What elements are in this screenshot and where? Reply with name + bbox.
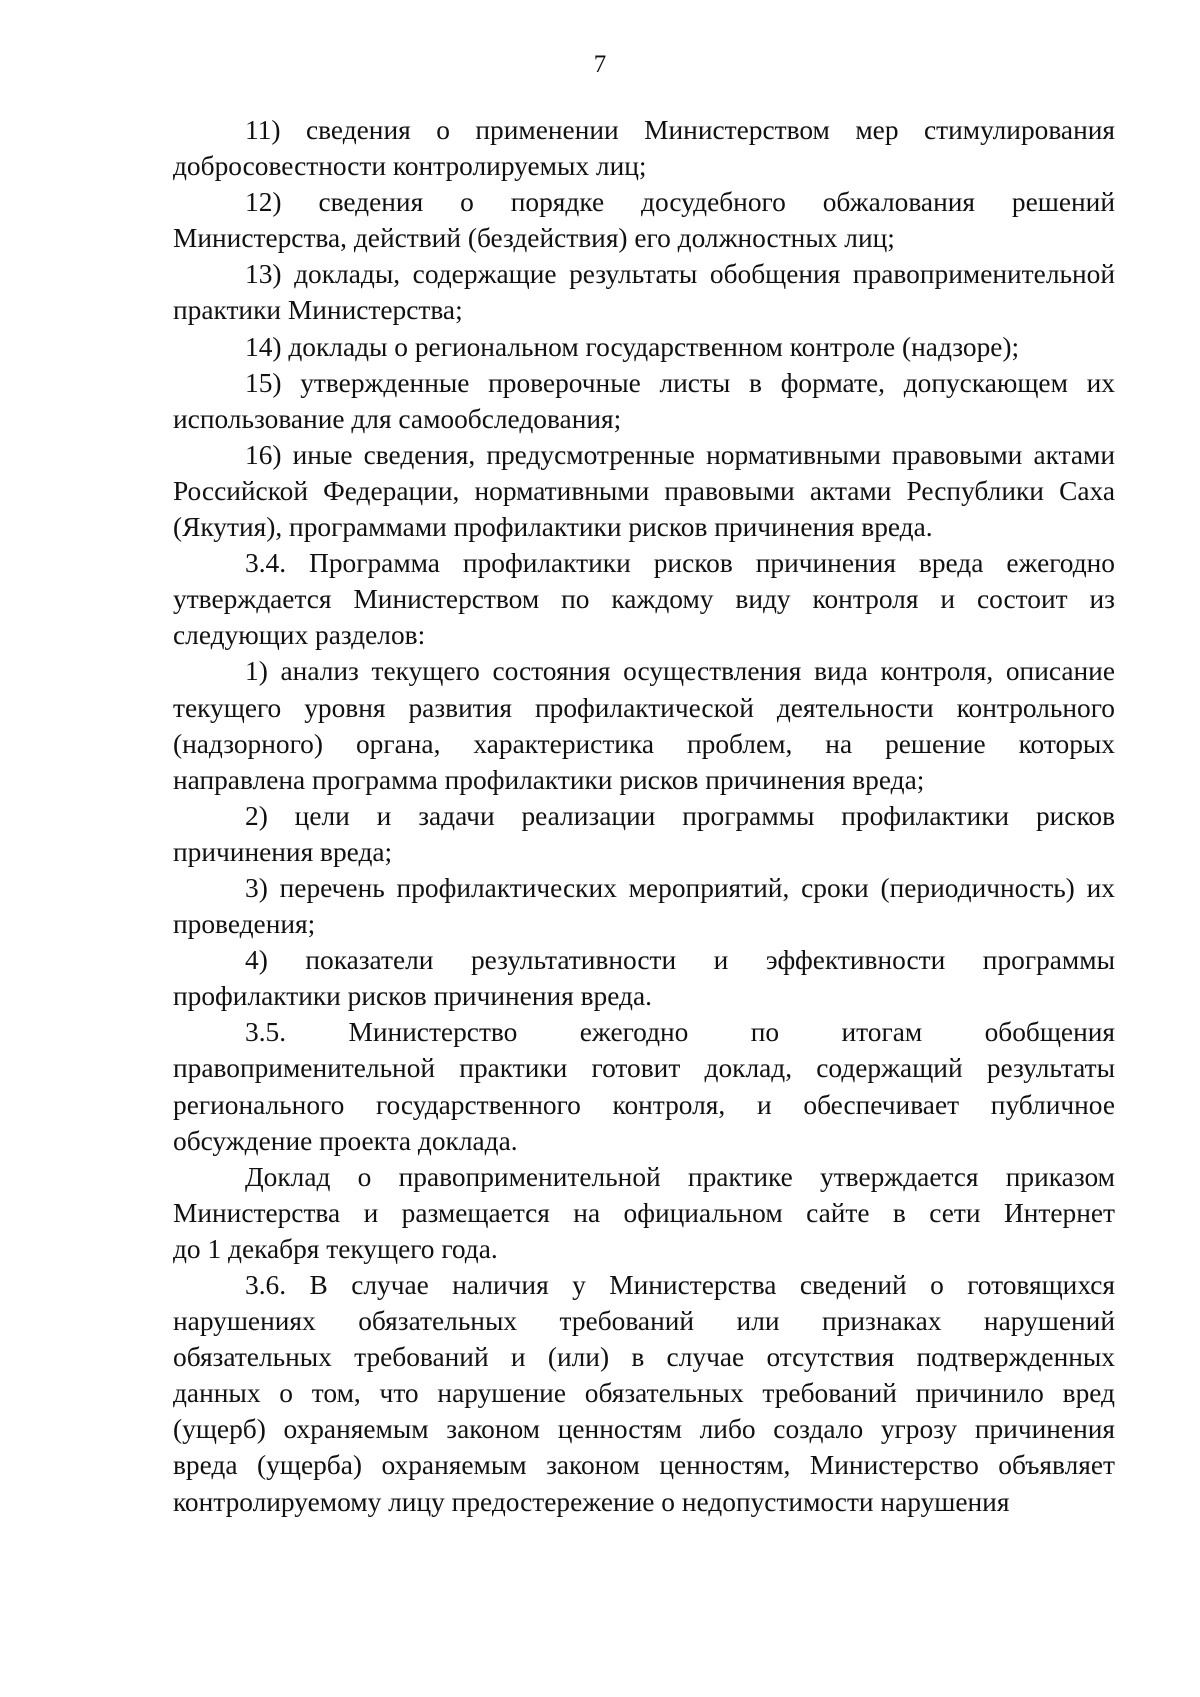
text-line: обсуждение проекта доклада. (173, 1125, 518, 1156)
page-number: 7 (593, 51, 607, 78)
text-line: вреда (ущерба) охраняемым законом ценностям, Министерство объявляет (173, 1450, 1115, 1481)
paragraph-section-4 (173, 942, 1115, 1014)
paragraph-item-12 (173, 184, 1115, 256)
text-line: следующих разделов: (173, 620, 426, 651)
paragraph-item-13 (173, 256, 1115, 328)
paragraph-clause-3-6 (173, 1267, 1115, 1520)
text-line: 13) доклады, содержащие результаты обобщения правоприменительной (245, 259, 1115, 290)
text-line: (надзорного) органа, характеристика проблем, на решение которых (173, 728, 1115, 759)
text-line: текущего уровня развития профилактической деятельности контрольного (173, 692, 1115, 723)
paragraph-item-14 (173, 329, 1115, 365)
text-line: контролируемому лицу предостережение о недопустимости нарушения (173, 1486, 1010, 1517)
paragraph-clause-3-5 (173, 1014, 1115, 1158)
text-line: практики Министерства; (173, 295, 463, 326)
text-line: проведения; (173, 909, 316, 940)
paragraph-item-11 (173, 112, 1115, 184)
text-line: 4) показатели результативности и эффективности программы (245, 945, 1115, 976)
text-line: правоприменительной практики готовит доклад, содержащий результаты (173, 1053, 1115, 1084)
text-line: направлена программа профилактики рисков причинения вреда; (173, 764, 925, 795)
text-line: профилактики рисков причинения вреда. (173, 981, 652, 1012)
text-line: 12) сведения о порядке досудебного обжалования решений (245, 187, 1115, 218)
paragraph-report-approval (173, 1159, 1115, 1267)
text-line: Российской Федерации, нормативными правовыми актами Республики Саха (173, 475, 1115, 506)
paragraph-section-1 (173, 653, 1115, 797)
text-line: (Якутия), программами профилактики рисков причинения вреда. (173, 512, 933, 543)
text-line: данных о том, что нарушение обязательных требований причинило вред (173, 1378, 1115, 1409)
text-line: 14) доклады о региональном государственном контроле (надзоре); (245, 331, 1020, 362)
text-line: до 1 декабря текущего года. (173, 1233, 498, 1264)
text-line: использование для самообследования; (173, 403, 622, 434)
text-line: утверждается Министерством по каждому виду контроля и состоит из (173, 584, 1115, 615)
text-line: 3.6. В случае наличия у Министерства сведений о готовящихся (245, 1270, 1115, 1300)
text-line: 15) утвержденные проверочные листы в формате, допускающем их (245, 367, 1115, 398)
text-line: (ущерб) охраняемым законом ценностям либо создало угрозу причинения (173, 1414, 1115, 1445)
text-line: 1) анализ текущего состояния осуществления вида контроля, описание (245, 656, 1115, 687)
text-line: Министерства и размещается на официальном сайте в сети Интернет (173, 1197, 1115, 1228)
text-line: 3) перечень профилактических мероприятий, сроки (периодичность) их (245, 872, 1115, 903)
text-line: 3.5. Министерство ежегодно по итогам обобщения (245, 1017, 1115, 1048)
text-line: Доклад о правоприменительной практике утверждается приказом (245, 1161, 1115, 1192)
text-line: регионального государственного контроля, и обеспечивает публичное (173, 1089, 1115, 1120)
paragraph-section-2 (173, 798, 1115, 870)
document-body (173, 112, 1115, 1520)
text-line: Министерства, действий (бездействия) его должностных лиц; (173, 223, 895, 254)
paragraph-section-3 (173, 870, 1115, 942)
text-line: обязательных требований и (или) в случае отсутствия подтвержденных (173, 1342, 1115, 1373)
text-line: 2) цели и задачи реализации программы профилактики рисков (245, 800, 1115, 831)
text-line: 3.4. Программа профилактики рисков причинения вреда ежегодно (245, 548, 1115, 579)
paragraph-item-16 (173, 437, 1115, 545)
paragraph-item-15 (173, 365, 1115, 437)
text-line: причинения вреда; (173, 836, 393, 867)
paragraph-clause-3-4 (173, 545, 1115, 653)
text-line: нарушениях обязательных требований или признаках нарушений (173, 1306, 1115, 1337)
text-line: 16) иные сведения, предусмотренные нормативными правовыми актами (245, 439, 1115, 470)
text-line: добросовестности контролируемых лиц; (173, 151, 647, 182)
text-line: 11) сведения о применении Министерством мер стимулирования (245, 115, 1115, 145)
